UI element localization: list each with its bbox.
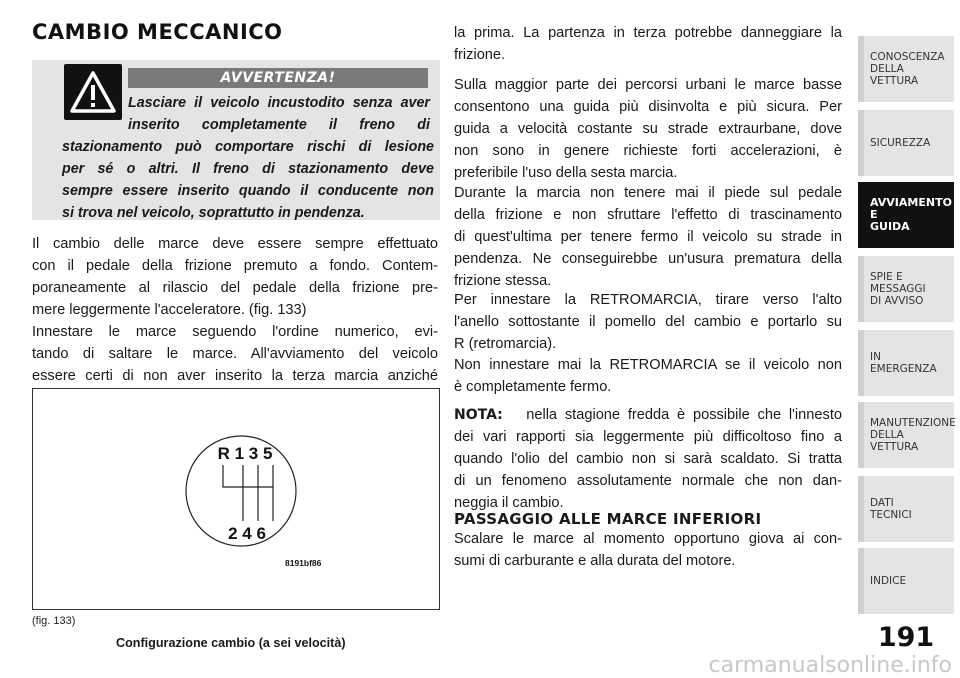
warning-header: AVVERTENZA! (128, 68, 428, 88)
sidebar-tab-sicurezza[interactable] (858, 110, 954, 176)
gear-shift-pattern-diagram (33, 389, 439, 609)
warning-text (62, 136, 434, 224)
text-line: essere certi di non aver inserito la terza marcia anziché (32, 368, 438, 384)
tab-label: MANUTENZIONE DELLA VETTURA (870, 417, 956, 453)
warning-triangle-icon (64, 64, 122, 120)
text-line: non sono in genere richieste forti accelerazioni, è (454, 143, 842, 159)
sidebar-tab-conoscenza[interactable] (858, 36, 954, 102)
text-line: pendenza. Ne conseguirebbe un'usura prematura della (454, 251, 842, 267)
warning-text-intro (128, 92, 430, 136)
page-number: 191 (877, 622, 935, 653)
text-line: Sulla maggior parte dei percorsi urbani le marce basse (454, 77, 842, 93)
text-line: tando di saltare le marce. All'avviamento del veicolo (32, 346, 438, 362)
tab-label: INDICE (870, 575, 907, 587)
text-line: Innestare le marce seguendo l'ordine numerico, evi- (32, 324, 438, 340)
text-line: poraneamente al rilascio del pedale della frizione pre- (32, 280, 438, 296)
warning-line: Lasciare il veicolo incustodito senza aver (128, 95, 430, 111)
watermark: carmanualsonline.info (708, 653, 952, 678)
left-paragraph-2 (32, 321, 438, 387)
figure-code: 8191bf86 (285, 558, 322, 568)
gear-bottom-label: 2 4 6 (228, 524, 266, 543)
right-paragraph-1 (454, 22, 842, 66)
right-paragraph-2 (454, 74, 842, 184)
text-line: l'anello sottostante il pomello del cambio e portarlo su (454, 314, 842, 330)
text-line: sumi di carburante e alla durata del motore. (454, 553, 736, 569)
tab-label: IN EMERGENZA (870, 351, 937, 375)
left-paragraph-1 (32, 233, 438, 321)
sidebar-tab-emergenza[interactable] (858, 330, 954, 396)
text-line: mere leggermente l'acceleratore. (fig. 133) (32, 302, 307, 318)
text-line: Per innestare la RETROMARCIA, tirare verso l'alto (454, 292, 842, 308)
final-paragraph (454, 528, 842, 572)
text-line: consentono una guida più disinvolta e più sicura. Per (454, 99, 842, 115)
text-line: guida a velocità costante su strade extraurbane, dove (454, 121, 842, 137)
text-line: dei vari rapporti sia leggermente più difficoltoso fino a (454, 429, 842, 445)
text-line: frizione. (454, 47, 506, 63)
right-paragraph-4 (454, 289, 842, 355)
warning-line: sempre essere inserito quando il conducente non (62, 183, 434, 199)
tab-label: DATI TECNICI (870, 497, 912, 521)
sidebar-tab-indice[interactable] (858, 548, 954, 614)
right-paragraph-3 (454, 182, 842, 292)
gear-gate-lines (223, 465, 273, 521)
text-line: Scalare le marce al momento opportuno giova ai con- (454, 531, 842, 547)
text-line: Non innestare mai la RETROMARCIA se il veicolo non (454, 357, 842, 373)
nota-first-line (454, 404, 842, 426)
text-line: di un fenomeno assolutamente normale che non dan- (454, 473, 842, 489)
text-line: quando l'olio del cambio non si sarà scaldato. Si tratta (454, 451, 842, 467)
figure-box (32, 388, 440, 610)
nota-paragraph (454, 404, 842, 514)
text-line: con il pedale della frizione premuto a fondo. Contem- (32, 258, 438, 274)
text-line: preferibile l'uso della sesta marcia. (454, 165, 678, 181)
text-line: la prima. La partenza in terza potrebbe danneggiare la (454, 25, 842, 41)
warning-line: si trova nel veicolo, soprattutto in pendenza. (62, 205, 365, 221)
warning-line: inserito completamente il freno di (128, 117, 430, 133)
sidebar-tab-manutenzione[interactable] (858, 402, 954, 468)
sidebar-tab-avviamento[interactable] (858, 182, 954, 248)
right-paragraph-5 (454, 354, 842, 398)
text-line: frizione stessa. (454, 273, 552, 289)
text-line: è completamente fermo. (454, 379, 612, 395)
figure-caption: Configurazione cambio (a sei velocità) (116, 636, 346, 650)
text-line: Il cambio delle marce deve essere sempre effettuato (32, 236, 438, 252)
text-line: della frizione e non sfruttare l'effetto di trascinamento (454, 207, 842, 223)
nota-label: NOTA: (454, 407, 503, 423)
tab-label: SICUREZZA (870, 137, 931, 149)
text-line: Durante la marcia non tenere mai il piede sul pedale (454, 185, 842, 201)
warning-line: stazionamento può comportare rischi di lesione (62, 139, 434, 155)
tab-label: CONOSCENZA DELLA VETTURA (870, 51, 945, 87)
sidebar-tab-dati-tecnici[interactable] (858, 476, 954, 542)
subheading: PASSAGGIO ALLE MARCE INFERIORI (454, 510, 762, 528)
section-title: CAMBIO MECCANICO (32, 20, 283, 44)
gear-top-label: R 1 3 5 (217, 444, 273, 463)
figure-number: (fig. 133) (32, 615, 76, 627)
warning-line: per sé o altri. Il freno di stazionamento deve (62, 161, 434, 177)
text-line: R (retromarcia). (454, 336, 557, 352)
text-line: nella stagione fredda è possibile che l'innesto (526, 407, 842, 423)
tab-label: AVVIAMENTO E GUIDA (870, 196, 952, 233)
text-line: neggia il cambio. (454, 495, 564, 511)
tab-label: SPIE E MESSAGGI DI AVVISO (870, 271, 926, 307)
sidebar-tab-spie[interactable] (858, 256, 954, 322)
text-line: di quest'ultima per tenere fermo il veicolo su strade in (454, 229, 842, 245)
